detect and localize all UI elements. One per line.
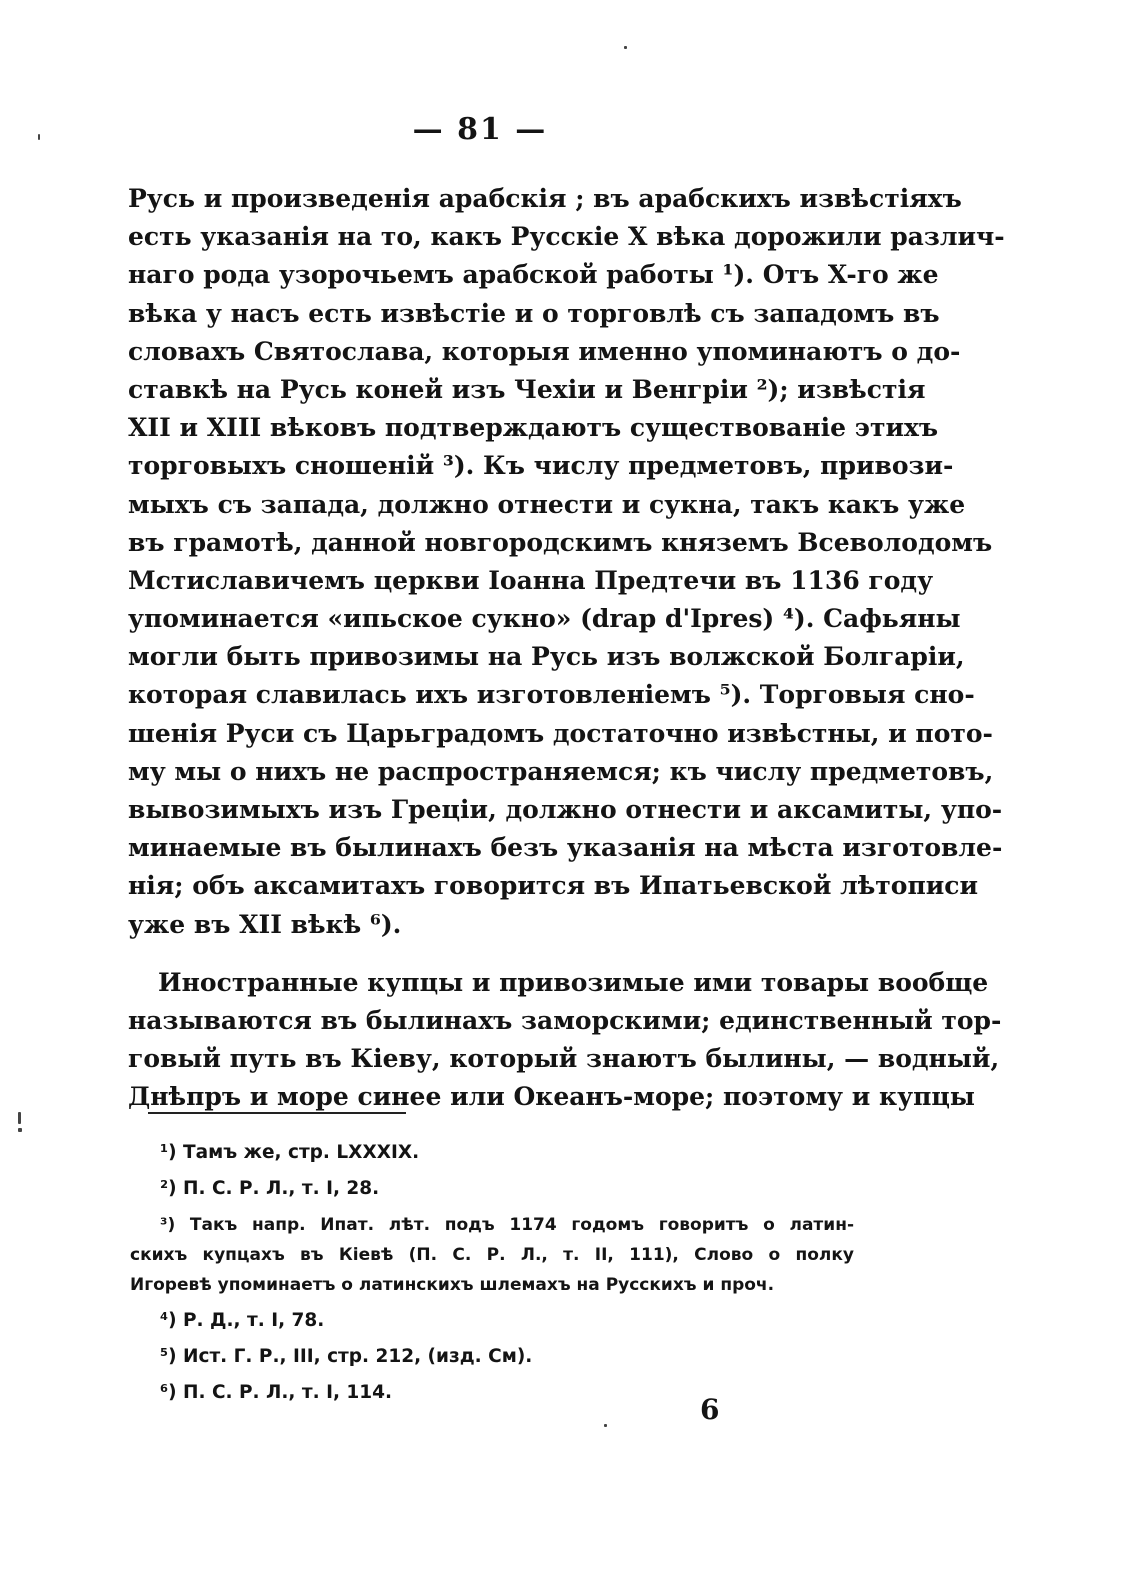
footnote: ²) П. С. Р. Л., т. I, 28. [160, 1178, 380, 1199]
text-line: Русь и произведенія арабскія ; въ арабскихъ извѣстіяхъ [128, 184, 962, 213]
text-line: минаемые въ былинахъ безъ указанія на мѣста изготовле- [128, 833, 1003, 863]
text-line: торговыхъ сношеній ³). Къ числу предметовъ, привози- [128, 451, 954, 481]
text-line: XII и XIII вѣковъ подтверждаютъ существованіе этихъ [128, 413, 939, 443]
scan-speck [604, 1424, 607, 1427]
text-line: мыхъ съ запада, должно отнести и сукна, такъ какъ уже [128, 489, 966, 519]
text-line: упоминается «ипьское сукно» (drap d'Ipres) ⁴). Сафьяны [128, 604, 961, 634]
text-line: шенія Руси съ Царьградомъ достаточно извѣстны, и пото- [128, 718, 993, 748]
footnote-continuation: скихъ купцахъ въ Кіевѣ (П. С. Р. Л., т. II, 111), Слово о полку [130, 1245, 854, 1265]
text-line: въ грамотѣ, данной новгородскимъ княземъ Всеволодомъ [128, 527, 993, 557]
text-line: вывозимыхъ изъ Греціи, должно отнести и аксамиты, упо- [128, 795, 1003, 824]
text-line: могли быть привозимы на Русь изъ волжской Болгаріи, [128, 642, 965, 672]
text-line: есть указанія на то, какъ Русскіе X вѣка дорожили различ- [128, 222, 1005, 252]
text-line: которая славилась ихъ изготовленіемъ ⁵). Торговыя сно- [128, 680, 975, 710]
text-line: Днѣпръ и море синее или Океанъ-море; поэтому и купцы [128, 1082, 975, 1112]
text-line: нія; объ аксамитахъ говорится въ Ипатьевской лѣтописи [128, 871, 979, 901]
footnote: ⁵) Ист. Г. Р., III, стр. 212, (изд. См). [160, 1346, 533, 1367]
footnote: ⁶) П. С. Р. Л., т. I, 114. [160, 1382, 393, 1403]
body-text [128, 180, 1005, 1117]
text-line: называются въ былинахъ заморскими; единственный тор- [128, 1005, 1002, 1035]
signature-mark: 6 [700, 1393, 720, 1426]
footnote-continuation: Игоревѣ упоминаетъ о латинскихъ шлемахъ на Русскихъ и проч. [130, 1275, 775, 1295]
footnote: ¹) Тамъ же, стр. LXXXIX. [160, 1142, 420, 1163]
footnotes [130, 1138, 854, 1408]
text-line: вѣка у насъ есть извѣстіе и о торговлѣ съ западомъ въ [128, 298, 940, 328]
text-line: Иностранные купцы и привозимые ими товары вообще [158, 967, 989, 997]
text-line: уже въ XII вѣкѣ ⁶). [128, 909, 402, 939]
page-number: — 81 — [412, 112, 548, 147]
footnote: ⁴) Р. Д., т. I, 78. [160, 1310, 325, 1331]
scan-speck [18, 1112, 21, 1124]
text-line: словахъ Святослава, которыя именно упоминаютъ о до- [128, 336, 961, 366]
footnote-separator [148, 1112, 406, 1114]
text-line: му мы о нихъ не распространяемся; къ числу предметовъ, [128, 756, 994, 786]
text-line: Мстиславичемъ церкви Іоанна Предтечи въ 1136 году [128, 565, 934, 595]
footnote: ³) Такъ напр. Ипат. лѣт. подъ 1174 годомъ говоритъ о латин- [160, 1215, 854, 1235]
text-line: говый путь въ Кіеву, который знаютъ былины, — водный, [128, 1044, 1000, 1074]
scan-speck [624, 46, 627, 49]
text-line: ставкѣ на Русь коней изъ Чехіи и Венгріи ²); извѣстія [128, 374, 926, 404]
text-line: наго рода узорочьемъ арабской работы ¹). Отъ X-го же [128, 260, 939, 290]
scan-speck [18, 1128, 22, 1132]
paragraph-gap [128, 944, 848, 964]
